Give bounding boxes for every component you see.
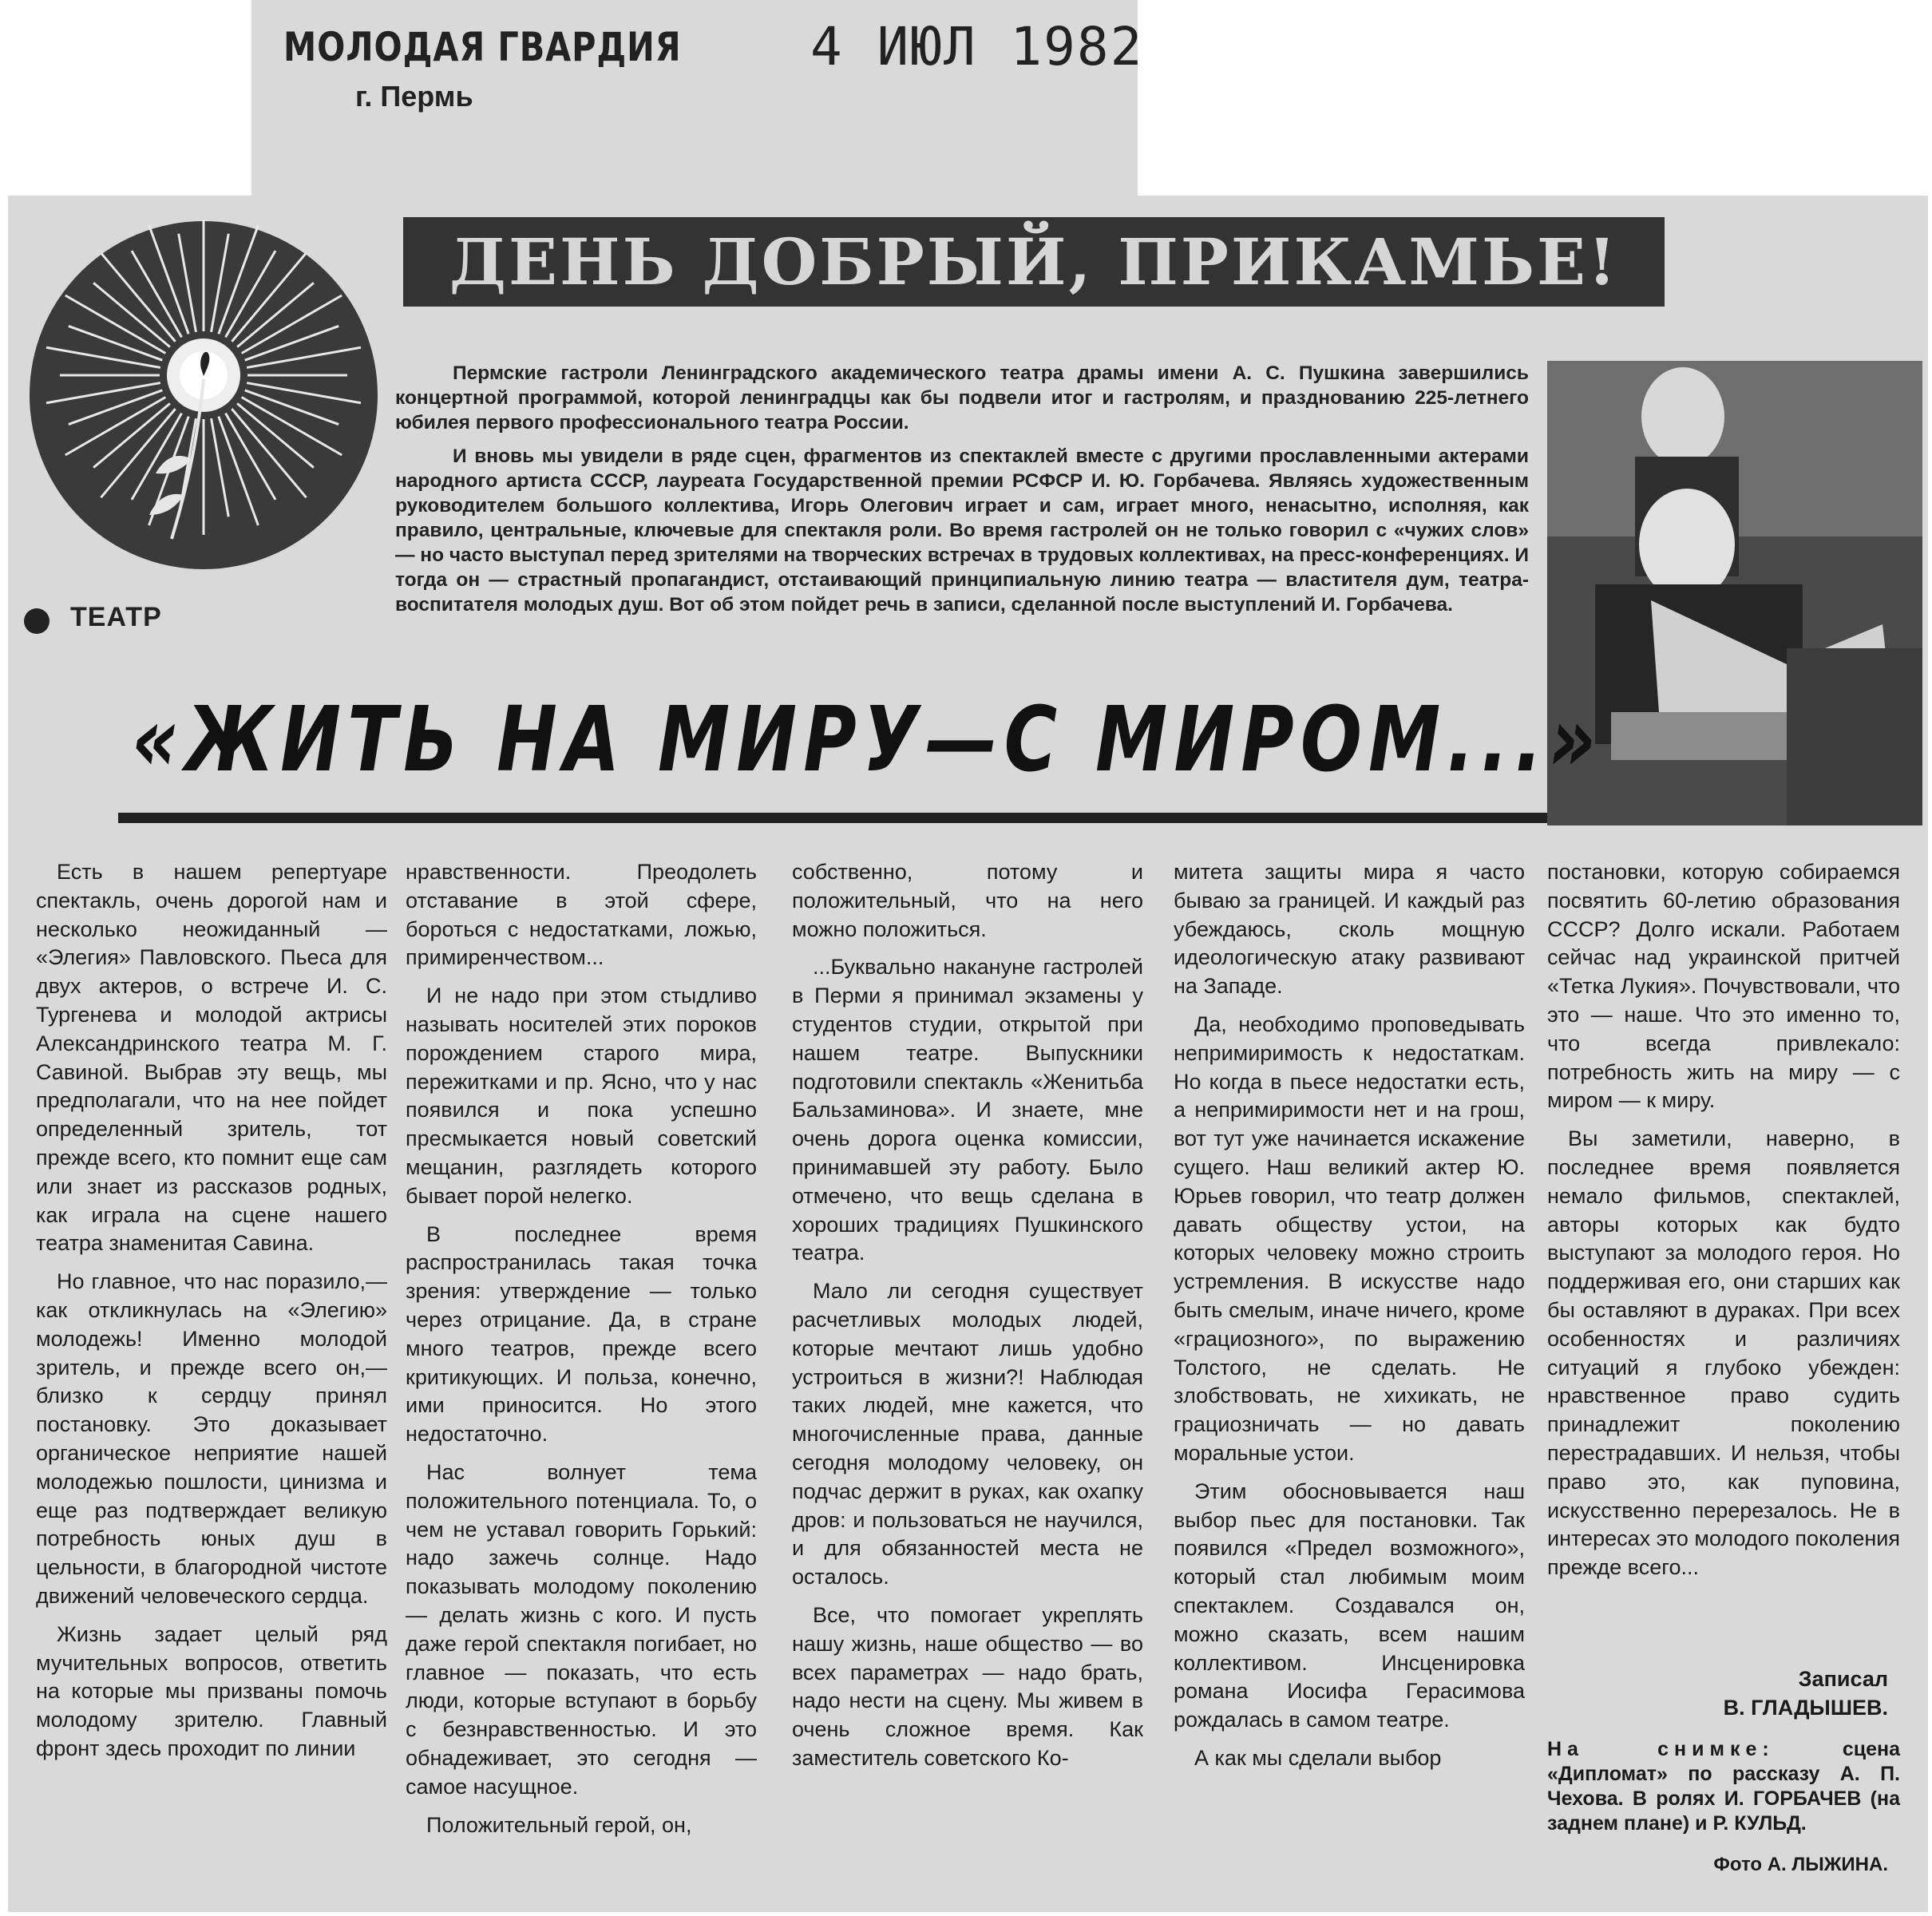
article-paragraph: Вы заметили, наверно, в последнее время появляется немало фильмов, спектаклей, авторы которых как будто выступают за молодого героя. Но поддерживая его, они старших как бы оставляют в дураках. При всех особенностях и различиях ситуаций я глубоко убежден: нравственное право судить принадлежит поколению перестрадавших. И нельзя, чтобы право это, как пуповина, искусственно перерезалось. Не в интересах это молодого поколения прежде всего... (1547, 1126, 1900, 1580)
author-credit-name: В. ГЛАДЫШЕВ. (1723, 1696, 1888, 1720)
article-column-1 (36, 858, 387, 1773)
article-column-5 (1547, 858, 1900, 1592)
article-paragraph: Положительный герой, он, (426, 1812, 692, 1837)
article-paragraph: В последнее время распространилась такая точка зрения: утверждение — только через отрицание. Да, в стране много театров, прежде всего критикующих. И польза, конечно, ими приносится. Но этого недостаточно. (406, 1221, 757, 1447)
rubric-bullet (24, 608, 49, 634)
caption-lead: На снимке: (1547, 1738, 1775, 1760)
caption-text: сцена «Дипломат» по рассказу А. П. Чехова. В ролях И. ГОРБАЧЕВ (на заднем плане) и Р. КУЛЬД. (1547, 1738, 1900, 1835)
article-paragraph: А как мы сделали выбор (1194, 1745, 1442, 1770)
article-column-3 (792, 858, 1143, 1783)
stamp-date: 4 ИЮЛ 1982 (810, 16, 1144, 77)
photo-credit: Фото А. ЛЫЖИНА. (1713, 1854, 1888, 1875)
scene-photo (1547, 361, 1922, 825)
photo-caption (1547, 1737, 1900, 1836)
article-paragraph: Но главное, что нас поразило,— как откликнулась на «Элегию» молодежь! Именно молодой зритель, и прежде всего он,— близко к сердцу принял постановку. Это доказывает органическое неприятие нашей молодежью пошлости, цинизма и еще раз подтверждает великую потребность юных душ в цельности, в благородной чистоте движений человеческого сердца. (36, 1269, 387, 1608)
article-paragraph: ...Буквально накануне гастролей в Перми я принимал экзамены у студентов студии, открытой при нашем театре. Выпускники подготовили спектакль «Женитьба Бальзаминова». И знаете, мне очень дорога оценка комиссии, принимавшей эту работу. Было отмечено, что вещь сделана в хороших традициях Пушкинского театра. (792, 955, 1143, 1265)
article-paragraph: Этим обосновывается наш выбор пьес для постановки. Так появился «Предел возможного», который стал любимым моим спектаклем. Создавался он, можно сказать, всем нашим коллективом. Инсценировка романа Иосифа Герасимова рождалась в самом театре. (1174, 1479, 1525, 1732)
author-credit-label: Записал (1798, 1667, 1888, 1691)
article-paragraph: собственно, потому и положительный, что на него можно положиться. (792, 860, 1143, 941)
banner-title: ДЕНЬ ДОБРЫЙ, ПРИКАМЬЕ! (449, 224, 1619, 299)
sun-emblem-icon (28, 220, 379, 571)
stamp-city: г. Пермь (355, 80, 473, 113)
article-paragraph: нравственности. Преодолеть отставание в этой сфере, бороться с недостатками, ложью, примиренчеством... (406, 860, 757, 970)
article-paragraph: митета защиты мира я часто бываю за границей. И каждый раз убеждаюсь, сколь мощную идеологическую атаку развивают на Западе. (1174, 860, 1525, 999)
stamp-newspaper-name: МОЛОДАЯ ГВАРДИЯ (283, 24, 682, 70)
article-paragraph: Есть в нашем репертуаре спектакль, очень дорогой нам и несколько неожиданный — «Элегия» Павловского. Пьеса для двух актеров, о встрече И. С. Тургенева и молодой актрисы Александринского театра М. Г. Савиной. Выбрав эту вещь, мы предполагали, что на нее пойдет определенный зритель, тот прежде всего, кто помнит еще сам или знает из рассказов родных, как играла на сцене нашего театра знаменитая Савина. (36, 860, 387, 1256)
article-paragraph: И не надо при этом стыдливо называть носителей этих пороков порождением старого мира, пережитками и пр. Ясно, что у нас появился и пока успешно пресмыкается новый советский мещанин, разглядеть которого бывает порой нелегко. (406, 984, 757, 1208)
article-paragraph: постановки, которую собираемся посвятить 60-летию образования СССР? Долго искали. Работаем сейчас над украинской притчей «Тетка Лукия». Почувствовали, что это — наше. Что это именно то, что всегда привлекало: потребность жить на миру — с миром — к миру. (1547, 860, 1900, 1113)
headline-rule (118, 813, 1547, 823)
article-paragraph: Жизнь задает целый ряд мучительных вопросов, ответить на которые мы призваны помочь молодому зрителю. Главный фронт здесь проходит по линии (36, 1621, 387, 1760)
article-paragraph: Да, необходимо проповедывать непримиримость к недостаткам. Но когда в пьесе недостатки есть, а непримиримости нет и на грош, вот тут уже начинается искажение сущего. Наш великий актер Ю. Юрьев говорил, что театр должен давать обществу устои, на которых человеку можно строить устремления. В искусстве надо быть смелым, иначе ничего, кроме «грациозного», по выражению Толстого, не сделать. Не злобствовать, не хихикать, не грациозничать — но давать моральные устои. (1174, 1011, 1525, 1465)
article-paragraph: Все, что помогает укреплять нашу жизнь, наше общество — во всех параметрах — надо брать, надо нести на сцену. Мы живем в очень сложное время. Как заместитель советского Ко- (792, 1602, 1143, 1770)
article-paragraph: Нас волнует тема положительного потенциала. То, о чем не уставал говорить Горький: надо зажечь солнце. Надо показывать молодому поколению — делать жизнь с кого. И пусть даже герой спектакля погибает, но главное — показать, что есть люди, которые вступают в борьбу с безнравственностью. И это обнадеживает, это сегодня — самое насущное. (406, 1459, 757, 1799)
article-column-4 (1174, 858, 1525, 1783)
article-paragraph: Мало ли сегодня существует расчетливых молодых людей, которые мечтают лишь удобно устроиться в жизни?! Наблюдая таких людей, мне кажется, что многочисленные права, данные сегодня молодому человеку, он подчас держит в руках, как охапку дров: и пользоваться не научился, и для обязанностей места не осталось. (792, 1279, 1143, 1589)
rubric-label: ТЕАТР (70, 602, 162, 632)
intro-paragraph: И вновь мы увидели в ряде сцен, фрагментов из спектаклей вместе с другими прославленными актерами народного артиста СССР, лауреата Государственной премии РСФСР И. Ю. Горбачева. Являясь художественным руководителем большого коллектива, Игорь Олегович играет и сам, играет много, ненасытно, исполняя, как правило, центральные, ключевые для спектакля роли. Во время гастролей он не только говорил с «чужих слов» — но часто выступал перед зрителями на творческих встречах в трудовых коллективах, на пресс-конференциях. И тогда он — страстный пропагандист, отстаивающий принципиальную линию театра — властителя дум, театра-воспитателя молодых душ. Вот об этом пойдет речь в записи, сделанной после выступлений И. Горбачева. (395, 445, 1529, 616)
intro-paragraph: Пермские гастроли Ленинградского академического театра драмы имени А. С. Пушкина завершились концертной программой, которой ленинградцы как бы подвели итог и гастролям, и празднованию 225-летнего юбилея первого профессионального театра России. (395, 362, 1529, 433)
headline: «ЖИТЬ НА МИРУ—С МИРОМ...» (132, 688, 1603, 792)
article-column-2 (406, 858, 757, 1849)
